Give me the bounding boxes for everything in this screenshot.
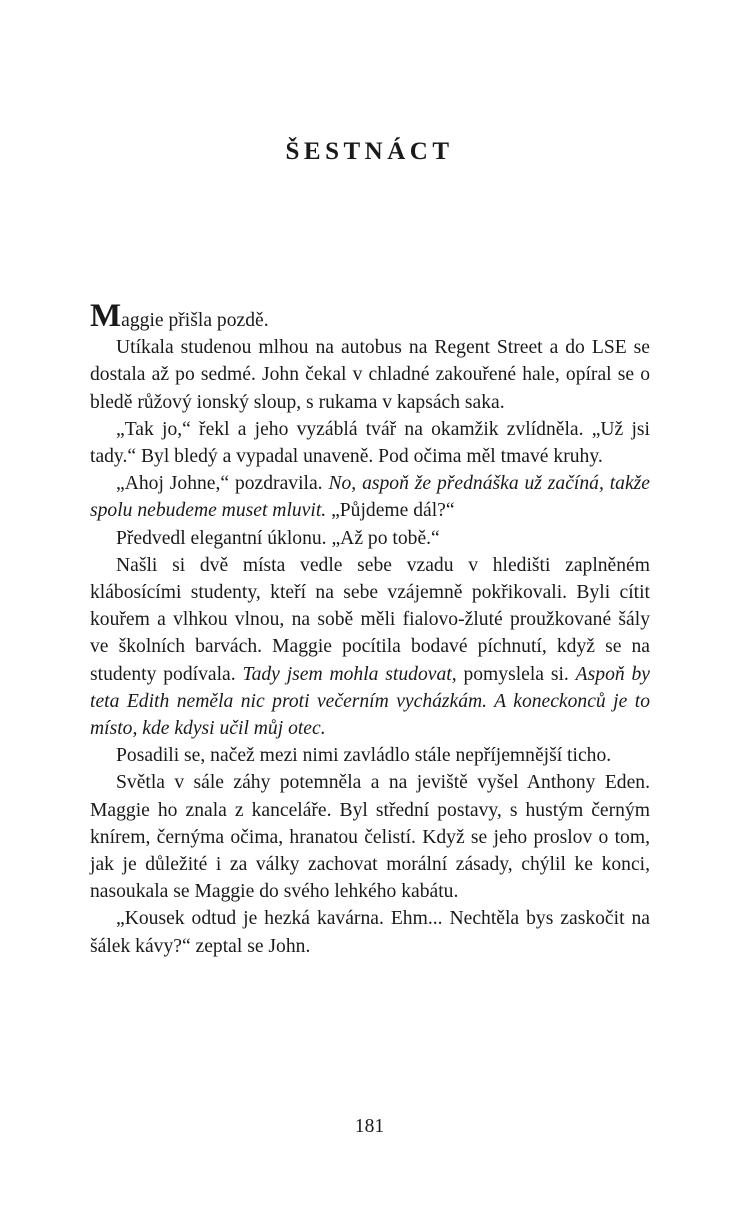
paragraph-text: Předvedl elegantní úklonu. „Až po tobě.“ <box>116 527 440 549</box>
paragraph-text: „Kousek odtud je hezká kavárna. Ehm... Nechtěla bys zaskočit na šálek kávy?“ zeptal se John. <box>90 908 650 957</box>
paragraph-text: Posadili se, načež mezi nimi zavládlo stále nepříjemnější ticho. <box>116 745 612 767</box>
paragraph-7 <box>90 742 650 769</box>
paragraph-9 <box>90 905 650 959</box>
chapter-title: ŠESTNÁCT <box>285 138 454 165</box>
paragraph-text: Našli si dvě místa vedle sebe vzadu v hledišti zaplněném klábosícími studenty, kteří na sebe vzájemně pokřikovali. Byli cítit kouřem a vlhkou vlnou, na sobě měli fialovo-žluté proužkované šály ve školních barvách. Maggie pocítila bodavé píchnutí, když se na studenty podívala. <box>90 554 650 685</box>
paragraph-8 <box>90 769 650 905</box>
paragraph-italic-thought: No, aspoň že přednáška už začíná, takže spolu nebudeme muset mluvit. <box>90 473 650 522</box>
paragraph-1 <box>90 300 650 334</box>
paragraph-text: Utíkala studenou mlhou na autobus na Regent Street a do LSE se dostala až po sedmé. John čekal v chladné zakouřené hale, opíral se o bledě růžový ionský sloup, s rukama v kapsách saka. <box>90 337 650 413</box>
paragraph-text: „Půjdeme dál?“ <box>326 500 455 522</box>
drop-cap: M <box>90 298 122 334</box>
paragraph-2 <box>90 334 650 416</box>
paragraph-3 <box>90 416 650 470</box>
paragraph-text: aggie přišla pozdě. <box>121 310 269 331</box>
paragraph-italic-thought: Tady jsem mohla studovat, <box>242 663 457 685</box>
paragraph-text: „Ahoj Johne,“ pozdravila. <box>116 473 329 495</box>
paragraph-text: Světla v sále záhy potemněla a na jeviště vyšel Anthony Eden. Maggie ho znala z kanceláře. Byl střední postavy, s hustým černým knírem, černýma očima, hranatou čelistí. Když se jeho proslov o tom, jak je důležité i za války zachovat morální zásady, chýlil ke konci, nasoukala se Maggie do svého lehkého kabátu. <box>90 772 650 903</box>
paragraph-4 <box>90 470 650 524</box>
paragraph-text: pomyslela si. <box>456 663 576 685</box>
paragraph-6 <box>90 552 650 742</box>
paragraph-italic-thought: Aspoň by teta Edith neměla nic proti večerním vycházkám. A koneckonců je to místo, kde kdysi učil můj otec. <box>90 663 650 740</box>
paragraph-5 <box>90 525 650 552</box>
page-number: 181 <box>354 1116 385 1137</box>
paragraph-text: „Tak jo,“ řekl a jeho vyzáblá tvář na okamžik zvlídněla. „Už jsi tady.“ Byl bledý a vypadal unaveně. Pod očima měl tmavé kruhy. <box>90 418 650 468</box>
chapter-body <box>90 300 650 960</box>
